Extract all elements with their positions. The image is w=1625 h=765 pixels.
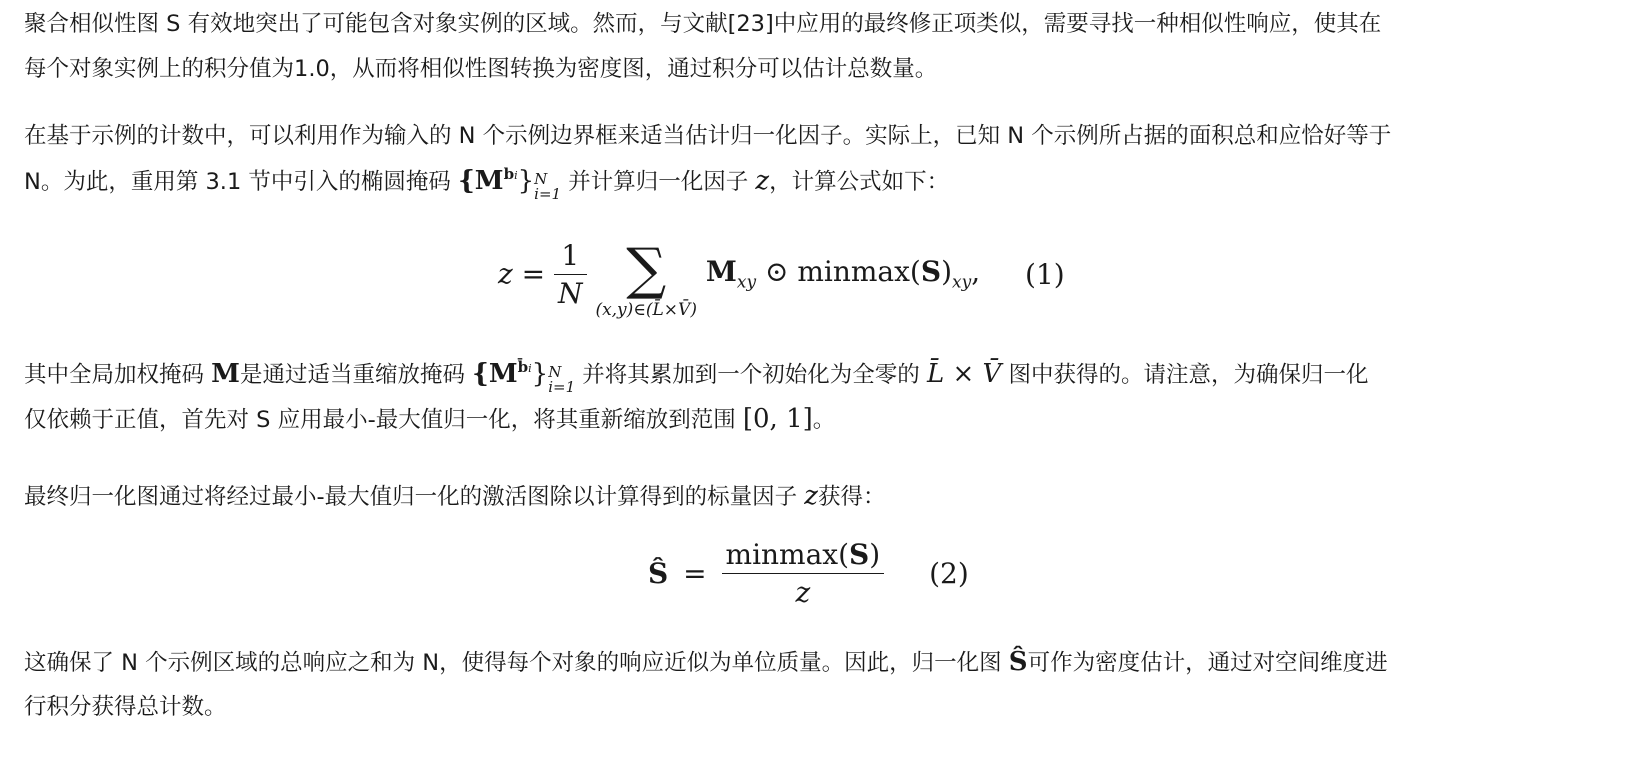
- eq1-body-M-sub: xy: [736, 272, 757, 293]
- eq1-frac-denominator: N: [558, 276, 583, 310]
- paragraph-3-line-1-text-c: 并将其累加到一个初始化为全零的: [582, 362, 920, 388]
- mask-set-bar-sup-b: b̄: [517, 358, 529, 377]
- eq1-body-M: M: [705, 255, 737, 289]
- eq1-body-close-sub: xy: [952, 272, 972, 293]
- equation-1: [498, 228, 1065, 320]
- eq2-number: (2): [929, 557, 969, 590]
- paragraph-3-line-2-text-b: 。: [812, 407, 836, 433]
- eq1-body-close: ): [941, 255, 953, 289]
- paragraph-3-line-1: [24, 352, 1368, 397]
- mask-set-bar-limits: [548, 365, 575, 395]
- mask-set-bar-upper: N: [548, 363, 562, 381]
- eq1-number: (1): [1025, 257, 1065, 291]
- mask-set-open: {M: [458, 166, 504, 196]
- eq1-body-S: S: [920, 255, 942, 289]
- eq2-num-pre: minmax(: [725, 538, 850, 571]
- paragraph-2-line-2-text-c: ，计算公式如下：: [769, 169, 950, 195]
- paragraph-4-line-1-text-b: 获得：: [817, 484, 886, 510]
- mask-set-bar-sup-i: i: [528, 362, 532, 376]
- paragraph-4-line-1-text-a: 最终归一化图通过将经过最小-最大值归一化的激活图除以计算得到的标量因子: [24, 484, 798, 510]
- paragraph-5-line-1-text-b: 可作为密度估计，通过对空间维度进: [1027, 650, 1388, 676]
- inline-math-S-hat: Ŝ: [1008, 647, 1028, 677]
- eq2-frac-numerator: [722, 538, 885, 574]
- inline-math-z: z: [755, 166, 770, 196]
- mask-set-close: }: [517, 166, 535, 196]
- paragraph-4-line-1: [24, 474, 886, 519]
- eq1-body-comma: ,: [971, 255, 981, 289]
- paragraph-4: [24, 474, 886, 519]
- paragraph-2-line-2-text-b: 并计算归一化因子: [568, 169, 749, 195]
- mask-set-superscript: [504, 165, 518, 183]
- eq2-num-S: S: [849, 538, 870, 571]
- mask-set-bar-open: {M: [472, 359, 518, 389]
- eq1-lhs: z =: [498, 257, 546, 291]
- mask-set-bar-superscript: [518, 358, 532, 376]
- paragraph-3-line-2: [24, 397, 1368, 442]
- inline-math-mask-set-bar: [472, 358, 576, 396]
- equation-2: [648, 538, 969, 609]
- inline-math-z-2: z: [804, 481, 818, 511]
- mask-set-bar-lower: i=1: [548, 378, 576, 396]
- paragraph-5: [24, 640, 1388, 730]
- eq1-summation: [595, 237, 697, 320]
- paragraph-3-line-1-text-b: 是通过适当重缩放掩码: [239, 362, 465, 388]
- mask-set-lower: i=1: [534, 185, 562, 203]
- inline-math-range: [0, 1]: [742, 404, 813, 434]
- paragraph-1: [24, 2, 1381, 92]
- eq2-frac-denominator: z: [795, 576, 811, 609]
- paragraph-5-line-1: [24, 640, 1388, 685]
- paragraph-2-line-2: [24, 159, 1391, 204]
- paragraph-1-line-2: 每个对象实例上的积分值为1.0，从而将相似性图转换为密度图，通过积分可以估计总数量。: [24, 56, 938, 82]
- paragraph-3-line-1-text-a: 其中全局加权掩码: [24, 362, 205, 388]
- mask-set-sup-b: b: [503, 165, 515, 184]
- eq2-num-post: ): [869, 538, 881, 571]
- inline-math-M: M: [211, 359, 240, 389]
- eq1-body: [705, 255, 989, 293]
- paragraph-5-line-1-text-a: 这确保了 N 个示例区域的总响应之和为 N，使得每个对象的响应近似为单位质量。因此，归一化图: [24, 650, 1002, 676]
- inline-math-LxV: L̄ × V̄: [926, 359, 1002, 389]
- eq1-sigma: ∑: [626, 237, 667, 302]
- eq2-fraction: [722, 538, 885, 609]
- paragraph-3-line-2-text-a: 仅依赖于正值，首先对 S 应用最小-最大值归一化，将其重新缩放到范围: [24, 407, 736, 433]
- paragraph-5-line-2: 行积分获得总计数。: [24, 694, 227, 720]
- paragraph-3: [24, 352, 1368, 442]
- paragraph-2-line-2-text-a: N。为此，重用第 3.1 节中引入的椭圆掩码: [24, 169, 451, 195]
- paragraph-3-line-1-text-d: 图中获得的。请注意，为确保归一化: [1008, 362, 1369, 388]
- eq1-sum-limits: (x,y)∈(L̄×V̄): [595, 300, 697, 320]
- paragraph-2: [24, 114, 1391, 204]
- paragraph-1-line-1: 聚合相似性图 S 有效地突出了可能包含对象实例的区域。然而，与文献[23]中应用的最终修正项类似，需要寻找一种相似性响应，使其在: [24, 11, 1382, 37]
- eq2-equals: =: [683, 557, 707, 590]
- eq1-body-op: ⊙ minmax(: [756, 255, 921, 289]
- mask-set-upper: N: [534, 170, 548, 188]
- paragraph-2-line-1: 在基于示例的计数中，可以利用作为输入的 N 个示例边界框来适当估计归一化因子。实际上，已知 N 个示例所占据的面积总和应恰好等于: [24, 123, 1392, 149]
- eq1-fraction: [554, 239, 587, 310]
- inline-math-mask-set: [458, 165, 562, 203]
- mask-set-bar-close: }: [531, 359, 549, 389]
- mask-set-limits: [534, 172, 561, 202]
- mask-set-sup-i: i: [514, 169, 518, 183]
- eq1-frac-numerator: 1: [554, 239, 587, 275]
- eq2-lhs: Ŝ: [648, 557, 669, 590]
